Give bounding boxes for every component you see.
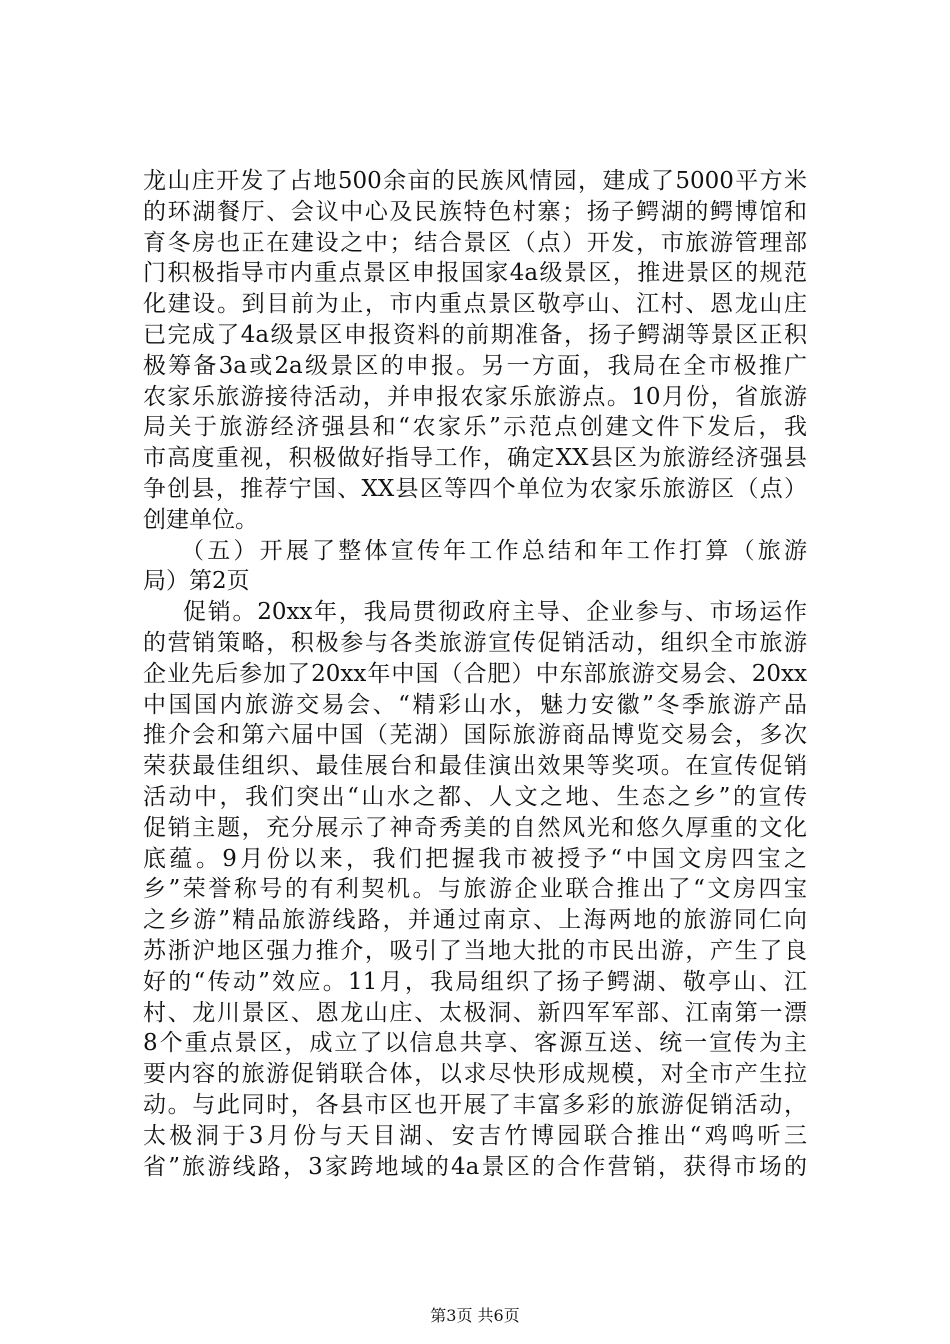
text-line: 创建单位。 <box>143 506 258 533</box>
text-line: 好的“传动”效应。11月，我局组织了扬子鳄湖、敬亭山、江 <box>143 968 807 995</box>
text-line: 苏浙沪地区强力推介，吸引了当地大批的市民出游，产生了良 <box>143 937 807 964</box>
text-line: 中国国内旅游交易会、“精彩山水，魅力安徽”冬季旅游产品 <box>143 691 807 718</box>
text-line: 的营销策略，积极参与各类旅游宣传促销活动，组织全市旅游 <box>143 629 807 656</box>
document-body <box>143 166 807 1182</box>
text-line: 市高度重视，积极做好指导工作，确定XX县区为旅游经济强县 <box>143 445 807 472</box>
text-line: 育冬房也正在建设之中；结合景区（点）开发，市旅游管理部 <box>143 229 807 256</box>
text-line: 局）第2页 <box>143 568 250 595</box>
text-line: 龙山庄开发了占地500余亩的民族风情园，建成了5000平方米 <box>143 168 807 194</box>
text-line: 之乡游”精品旅游线路，并通过南京、上海两地的旅游同仁向 <box>143 907 807 934</box>
text-line: 村、龙川景区、恩龙山庄、太极洞、新四军军部、江南第一漂 <box>143 999 807 1026</box>
text-line: 荣获最佳组织、最佳展台和最佳演出效果等奖项。在宣传促销 <box>143 753 807 780</box>
text-line: 要内容的旅游促销联合体，以求尽快形成规模，对全市产生拉 <box>143 1061 807 1088</box>
text-line: 太极洞于3月份与天目湖、安吉竹博园联合推出“鸡鸣听三 <box>143 1122 807 1149</box>
text-line: 促销。20xx年，我局贯彻政府主导、企业参与、市场运作 <box>183 599 807 626</box>
text-line: 推介会和第六届中国（芜湖）国际旅游商品博览交易会，多次 <box>143 722 807 749</box>
text-line: 极筹备3a或2a级景区的申报。另一方面，我局在全市极推广 <box>143 352 807 379</box>
text-line: 局关于旅游经济强县和“农家乐”示范点创建文件下发后，我 <box>143 414 807 441</box>
text-line: 争创县，推荐宁国、XX县区等四个单位为农家乐旅游区（点） <box>143 475 807 502</box>
text-line: 8个重点景区，成立了以信息共享、客源互送、统一宣传为主 <box>143 1030 807 1057</box>
text-line: 省”旅游线路，3家跨地域的4a景区的合作营销，获得市场的 <box>143 1153 807 1180</box>
text-line: 的环湖餐厅、会议中心及民族特色村寨；扬子鳄湖的鳄博馆和 <box>143 198 807 225</box>
text-line: 化建设。到目前为止，市内重点景区敬亭山、江村、恩龙山庄 <box>143 291 807 318</box>
text-line: 促销主题，充分展示了神奇秀美的自然风光和悠久厚重的文化 <box>143 814 807 841</box>
text-line: 门积极指导市内重点景区申报国家4a级景区，推进景区的规范 <box>143 260 807 287</box>
text-line: 底蕴。9月份以来，我们把握我市被授予“中国文房四宝之 <box>143 845 807 872</box>
text-line: 农家乐旅游接待活动，并申报农家乐旅游点。10月份，省旅游 <box>143 383 807 410</box>
text-line: 乡”荣誉称号的有利契机。与旅游企业联合推出了“文房四宝 <box>143 876 807 903</box>
page-footer: 第3页 共6页 <box>430 1306 520 1325</box>
text-line: 活动中，我们突出“山水之都、人文之地、生态之乡”的宣传 <box>143 783 807 810</box>
text-line: 已完成了4a级景区申报资料的前期准备，扬子鳄湖等景区正积 <box>143 321 807 348</box>
text-line: （五）开展了整体宣传年工作总结和年工作打算（旅游 <box>181 537 807 564</box>
text-line: 企业先后参加了20xx年中国（合肥）中东部旅游交易会、20xx <box>143 660 807 687</box>
text-line: 动。与此同时，各县市区也开展了丰富多彩的旅游促销活动， <box>143 1091 807 1118</box>
